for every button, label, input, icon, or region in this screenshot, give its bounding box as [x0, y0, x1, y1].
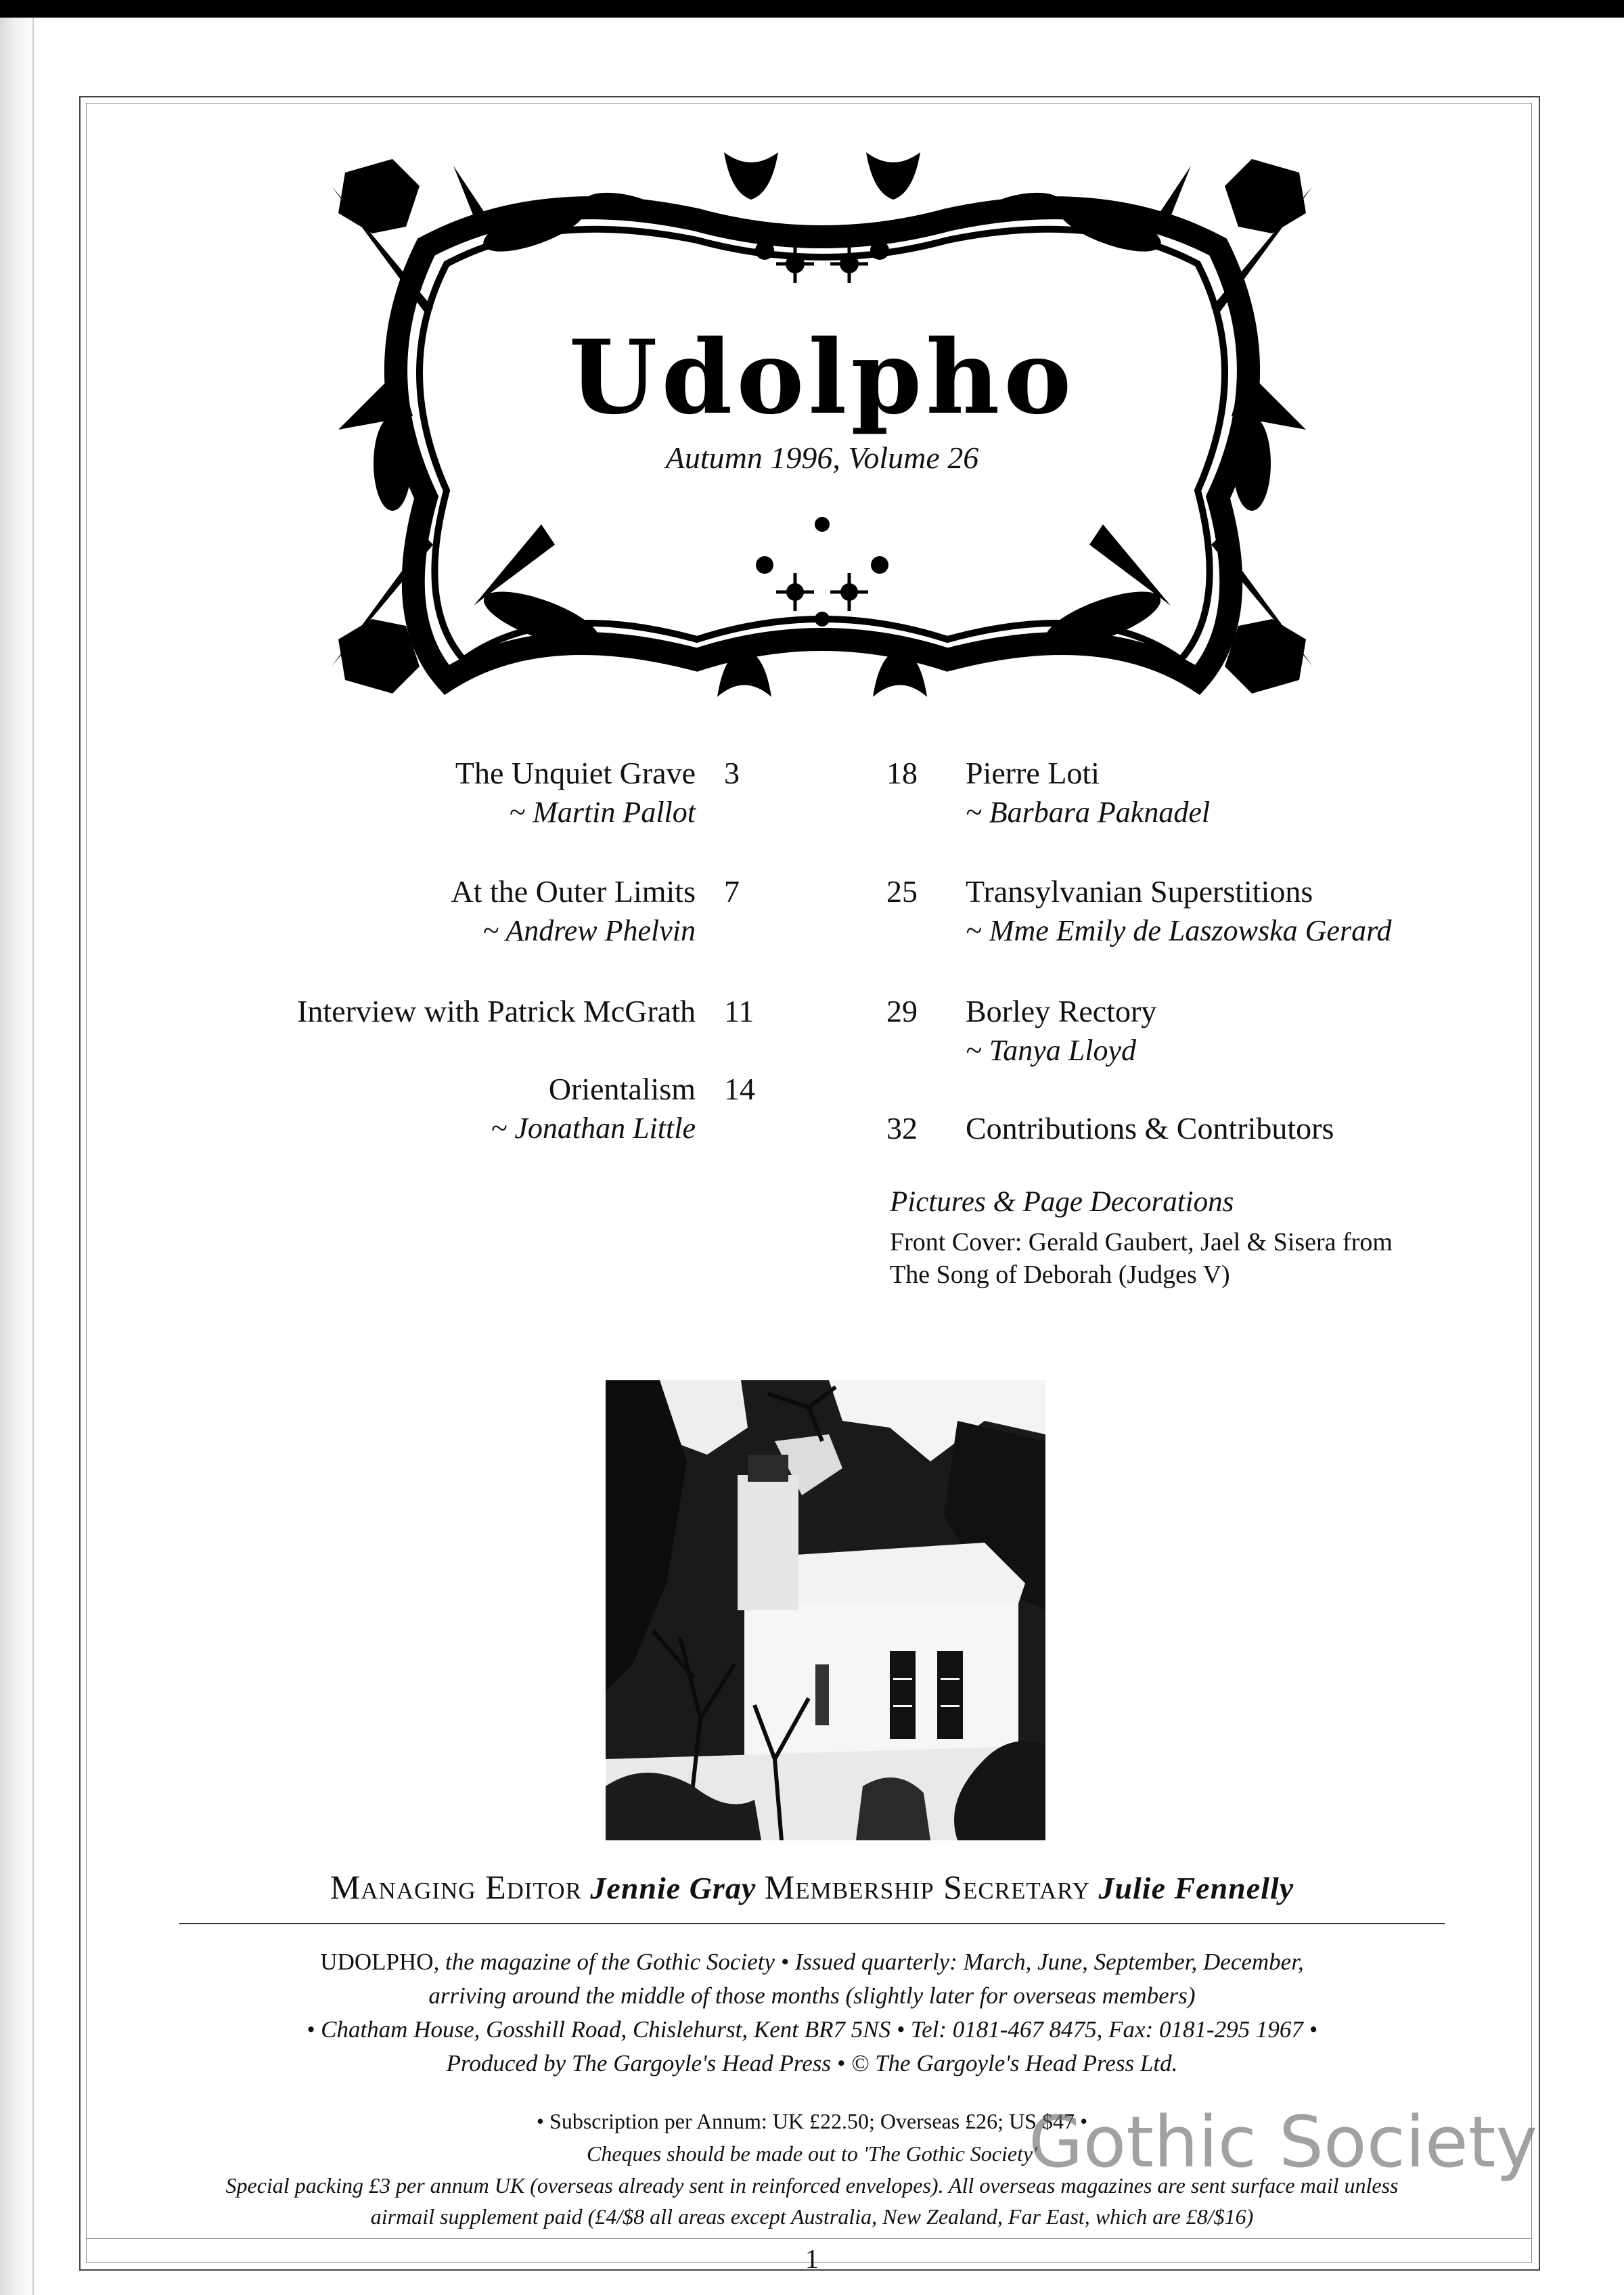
- toc-author: ~ Andrew Phelvin: [482, 914, 696, 947]
- scan-top-edge: [0, 0, 1624, 18]
- toc-title: At the Outer Limits: [451, 874, 696, 909]
- toc-author: ~ Mme Emily de Laszowska Gerard: [966, 914, 1392, 947]
- toc-title: Contributions & Contributors: [966, 1111, 1334, 1145]
- address-line: • Chatham House, Gosshill Road, Chislehurst, Kent BR7 5NS • Tel: 0181-467 8475, Fax: 0181-295 1967 •: [307, 2016, 1317, 2043]
- toc-page-number: 25: [886, 874, 918, 909]
- toc-title: Orientalism: [548, 1072, 696, 1106]
- toc-page-number: 11: [724, 994, 754, 1028]
- toc-title: Transylvanian Superstitions: [966, 874, 1313, 909]
- issue-subtitle: Autumn 1996, Volume 26: [665, 440, 979, 475]
- watermark-text: Gothic Society: [1029, 2101, 1538, 2183]
- toc-page-number: 29: [886, 994, 918, 1028]
- toc-author: ~ Martin Pallot: [509, 796, 696, 829]
- editors-rule: [179, 1923, 1445, 1924]
- toc-author: ~ Tanya Lloyd: [966, 1034, 1136, 1067]
- toc-page-number: 18: [886, 756, 918, 790]
- toc-title: Pierre Loti: [966, 756, 1100, 790]
- managing-editor-label: Managing Editor: [330, 1868, 582, 1906]
- toc-page-number: 3: [724, 756, 740, 790]
- membership-secretary-name: Julie Fennelly: [1098, 1871, 1294, 1905]
- toc-page-number: 32: [886, 1111, 918, 1145]
- magazine-name: UDOLPHO: [320, 1949, 434, 1975]
- editors-line: [0, 1867, 1624, 1907]
- airmail-line: airmail supplement paid (£4/$8 all areas except Australia, New Zealand, Far East, which are £8/$16): [370, 2204, 1254, 2229]
- subscription-line: • Subscription per Annum: UK £22.50; Overseas £26; US $47 •: [536, 2109, 1088, 2133]
- info-line: [0, 1949, 1624, 1976]
- rectory-photo: [606, 1380, 1045, 1840]
- pictures-credit-line: The Song of Deborah (Judges V): [890, 1260, 1230, 1289]
- toc-page-number: 14: [724, 1072, 755, 1106]
- toc-title: The Unquiet Grave: [455, 756, 696, 790]
- pictures-credit-line: Front Cover: Gerald Gaubert, Jael & Sisera from: [890, 1228, 1393, 1256]
- info-line: arriving around the middle of those months (slightly later for overseas members): [428, 1982, 1196, 2009]
- magazine-title: Udolpho: [568, 318, 1076, 437]
- bottom-rule: [86, 2238, 1531, 2239]
- page-number: 1: [805, 2244, 819, 2274]
- packing-line: Special packing £3 per annum UK (overseas already sent in reinforced envelopes). All overseas magazines are sent surface mail unless: [225, 2173, 1399, 2198]
- toc-title: Interview with Patrick McGrath: [297, 994, 696, 1028]
- toc-title: Borley Rectory: [966, 994, 1157, 1028]
- masthead: [318, 145, 1326, 707]
- toc-author: ~ Jonathan Little: [491, 1112, 696, 1145]
- toc-author: ~ Barbara Paknadel: [966, 796, 1211, 829]
- managing-editor-name: Jennie Gray: [590, 1871, 757, 1905]
- info-text: , the magazine of the Gothic Society • Issued quarterly: March, June, September, December,: [433, 1949, 1304, 1975]
- toc-page-number: 7: [724, 874, 740, 909]
- cheques-line: Cheques should be made out to 'The Gothic Society': [586, 2141, 1037, 2166]
- press-line: Produced by The Gargoyle's Head Press • © The Gargoyle's Head Press Ltd.: [446, 2050, 1178, 2076]
- membership-secretary-label: Membership Secretary: [764, 1868, 1090, 1906]
- pictures-heading: Pictures & Page Decorations: [890, 1186, 1234, 1218]
